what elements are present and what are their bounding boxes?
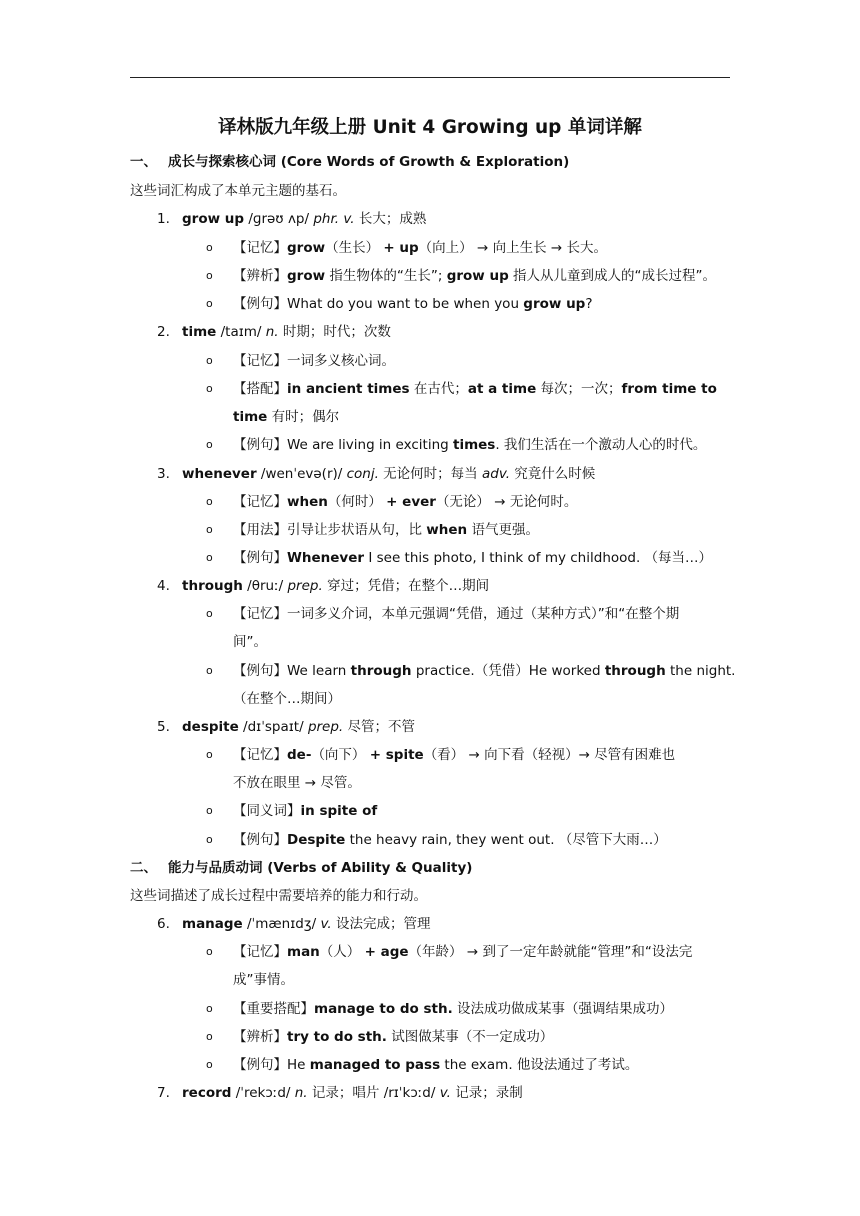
note-line: 【例句】Despite the heavy rain, they went out. （尽管下大雨…） (233, 832, 667, 848)
note-continuation: （在整个…期间） (233, 691, 341, 707)
section-intro-2: 这些词描述了成长过程中需要培养的能力和行动。 (130, 888, 427, 904)
note-line: 【记忆】一词多义介词，本单元强调“凭借，通过（某种方式）”和“在整个期 (233, 606, 680, 622)
bullet-icon: o (206, 804, 213, 817)
bullet-icon: o (206, 748, 213, 761)
section-heading-2: 二、 能力与品质动词 (Verbs of Ability & Quality) (130, 860, 473, 876)
note-line: 【记忆】grow（生长） + up（向上） → 向上生长 → 长大。 (233, 240, 607, 256)
note-line: 【例句】We learn through practice.（凭借）He worked through the night. (233, 663, 736, 679)
bullet-icon: o (206, 1002, 213, 1015)
bullet-icon: o (206, 241, 213, 254)
note-line: 【例句】We are living in exciting times. 我们生活在一个激动人心的时代。 (233, 437, 707, 453)
bullet-icon: o (206, 354, 213, 367)
page-title: 译林版九年级上册 Unit 4 Growing up 单词详解 (218, 117, 642, 138)
bullet-icon: o (206, 495, 213, 508)
bullet-icon: o (206, 382, 213, 395)
note-line: 【辨析】grow 指生物体的“生长”; grow up 指人从儿童到成人的“成长过程”。 (233, 268, 717, 284)
bullet-icon: o (206, 664, 213, 677)
vocab-item-grow-up: 1. grow up /ɡrəʊ ʌp/ phr. v. 长大；成熟 (157, 211, 427, 227)
note-line: 【例句】Whenever I see this photo, I think of my childhood. （每当…） (233, 550, 713, 566)
bullet-icon: o (206, 438, 213, 451)
bullet-icon: o (206, 833, 213, 846)
note-continuation: 间”。 (233, 634, 267, 650)
note-line: 【记忆】man（人） + age（年龄） → 到了一定年龄就能“管理”和“设法完 (233, 944, 693, 960)
section-heading-1: 一、 成长与探索核心词 (Core Words of Growth & Exploration) (130, 154, 570, 170)
bullet-icon: o (206, 523, 213, 536)
header-rule (130, 77, 730, 78)
note-line: 【例句】He managed to pass the exam. 他设法通过了考试。 (233, 1057, 639, 1073)
note-line: 【记忆】de-（向下） + spite（看） → 向下看（轻视）→ 尽管有困难也 (233, 747, 676, 763)
note-line: 【重要搭配】manage to do sth. 设法成功做成某事（强调结果成功） (233, 1001, 674, 1017)
note-continuation: 成”事情。 (233, 972, 294, 988)
bullet-icon: o (206, 269, 213, 282)
note-continuation: 不放在眼里 → 尽管。 (233, 775, 361, 791)
vocab-item-whenever: 3. whenever /wenˈevə(r)/ conj. 无论何时；每当 adv. 究竟什么时候 (157, 466, 596, 482)
bullet-icon: o (206, 297, 213, 310)
note-line: 【记忆】一词多义核心词。 (233, 353, 395, 369)
vocab-item-through: 4. through /θruː/ prep. 穿过；凭借；在整个…期间 (157, 578, 490, 594)
note-line: 【例句】What do you want to be when you grow up? (233, 296, 593, 312)
note-line: 【同义词】in spite of (233, 803, 378, 819)
note-line: 【用法】引导让步状语从句，比 when 语气更强。 (233, 522, 539, 538)
bullet-icon: o (206, 551, 213, 564)
note-line: 【记忆】when（何时） + ever（无论） → 无论何时。 (233, 494, 578, 510)
vocab-item-time: 2. time /taɪm/ n. 时期；时代；次数 (157, 324, 391, 340)
bullet-icon: o (206, 607, 213, 620)
vocab-item-despite: 5. despite /dɪˈspaɪt/ prep. 尽管；不管 (157, 719, 416, 735)
note-continuation: time 有时；偶尔 (233, 409, 340, 425)
note-line: 【搭配】in ancient times 在古代；at a time 每次；一次；from time to (233, 381, 717, 397)
bullet-icon: o (206, 945, 213, 958)
bullet-icon: o (206, 1058, 213, 1071)
vocab-item-record: 7. record /ˈrekɔːd/ n. 记录；唱片 /rɪˈkɔːd/ v. 记录；录制 (157, 1085, 523, 1101)
vocab-item-manage: 6. manage /ˈmænɪdʒ/ v. 设法完成；管理 (157, 916, 431, 932)
note-line: 【辨析】try to do sth. 试图做某事（不一定成功） (233, 1029, 554, 1045)
section-intro-1: 这些词汇构成了本单元主题的基石。 (130, 183, 346, 199)
bullet-icon: o (206, 1030, 213, 1043)
